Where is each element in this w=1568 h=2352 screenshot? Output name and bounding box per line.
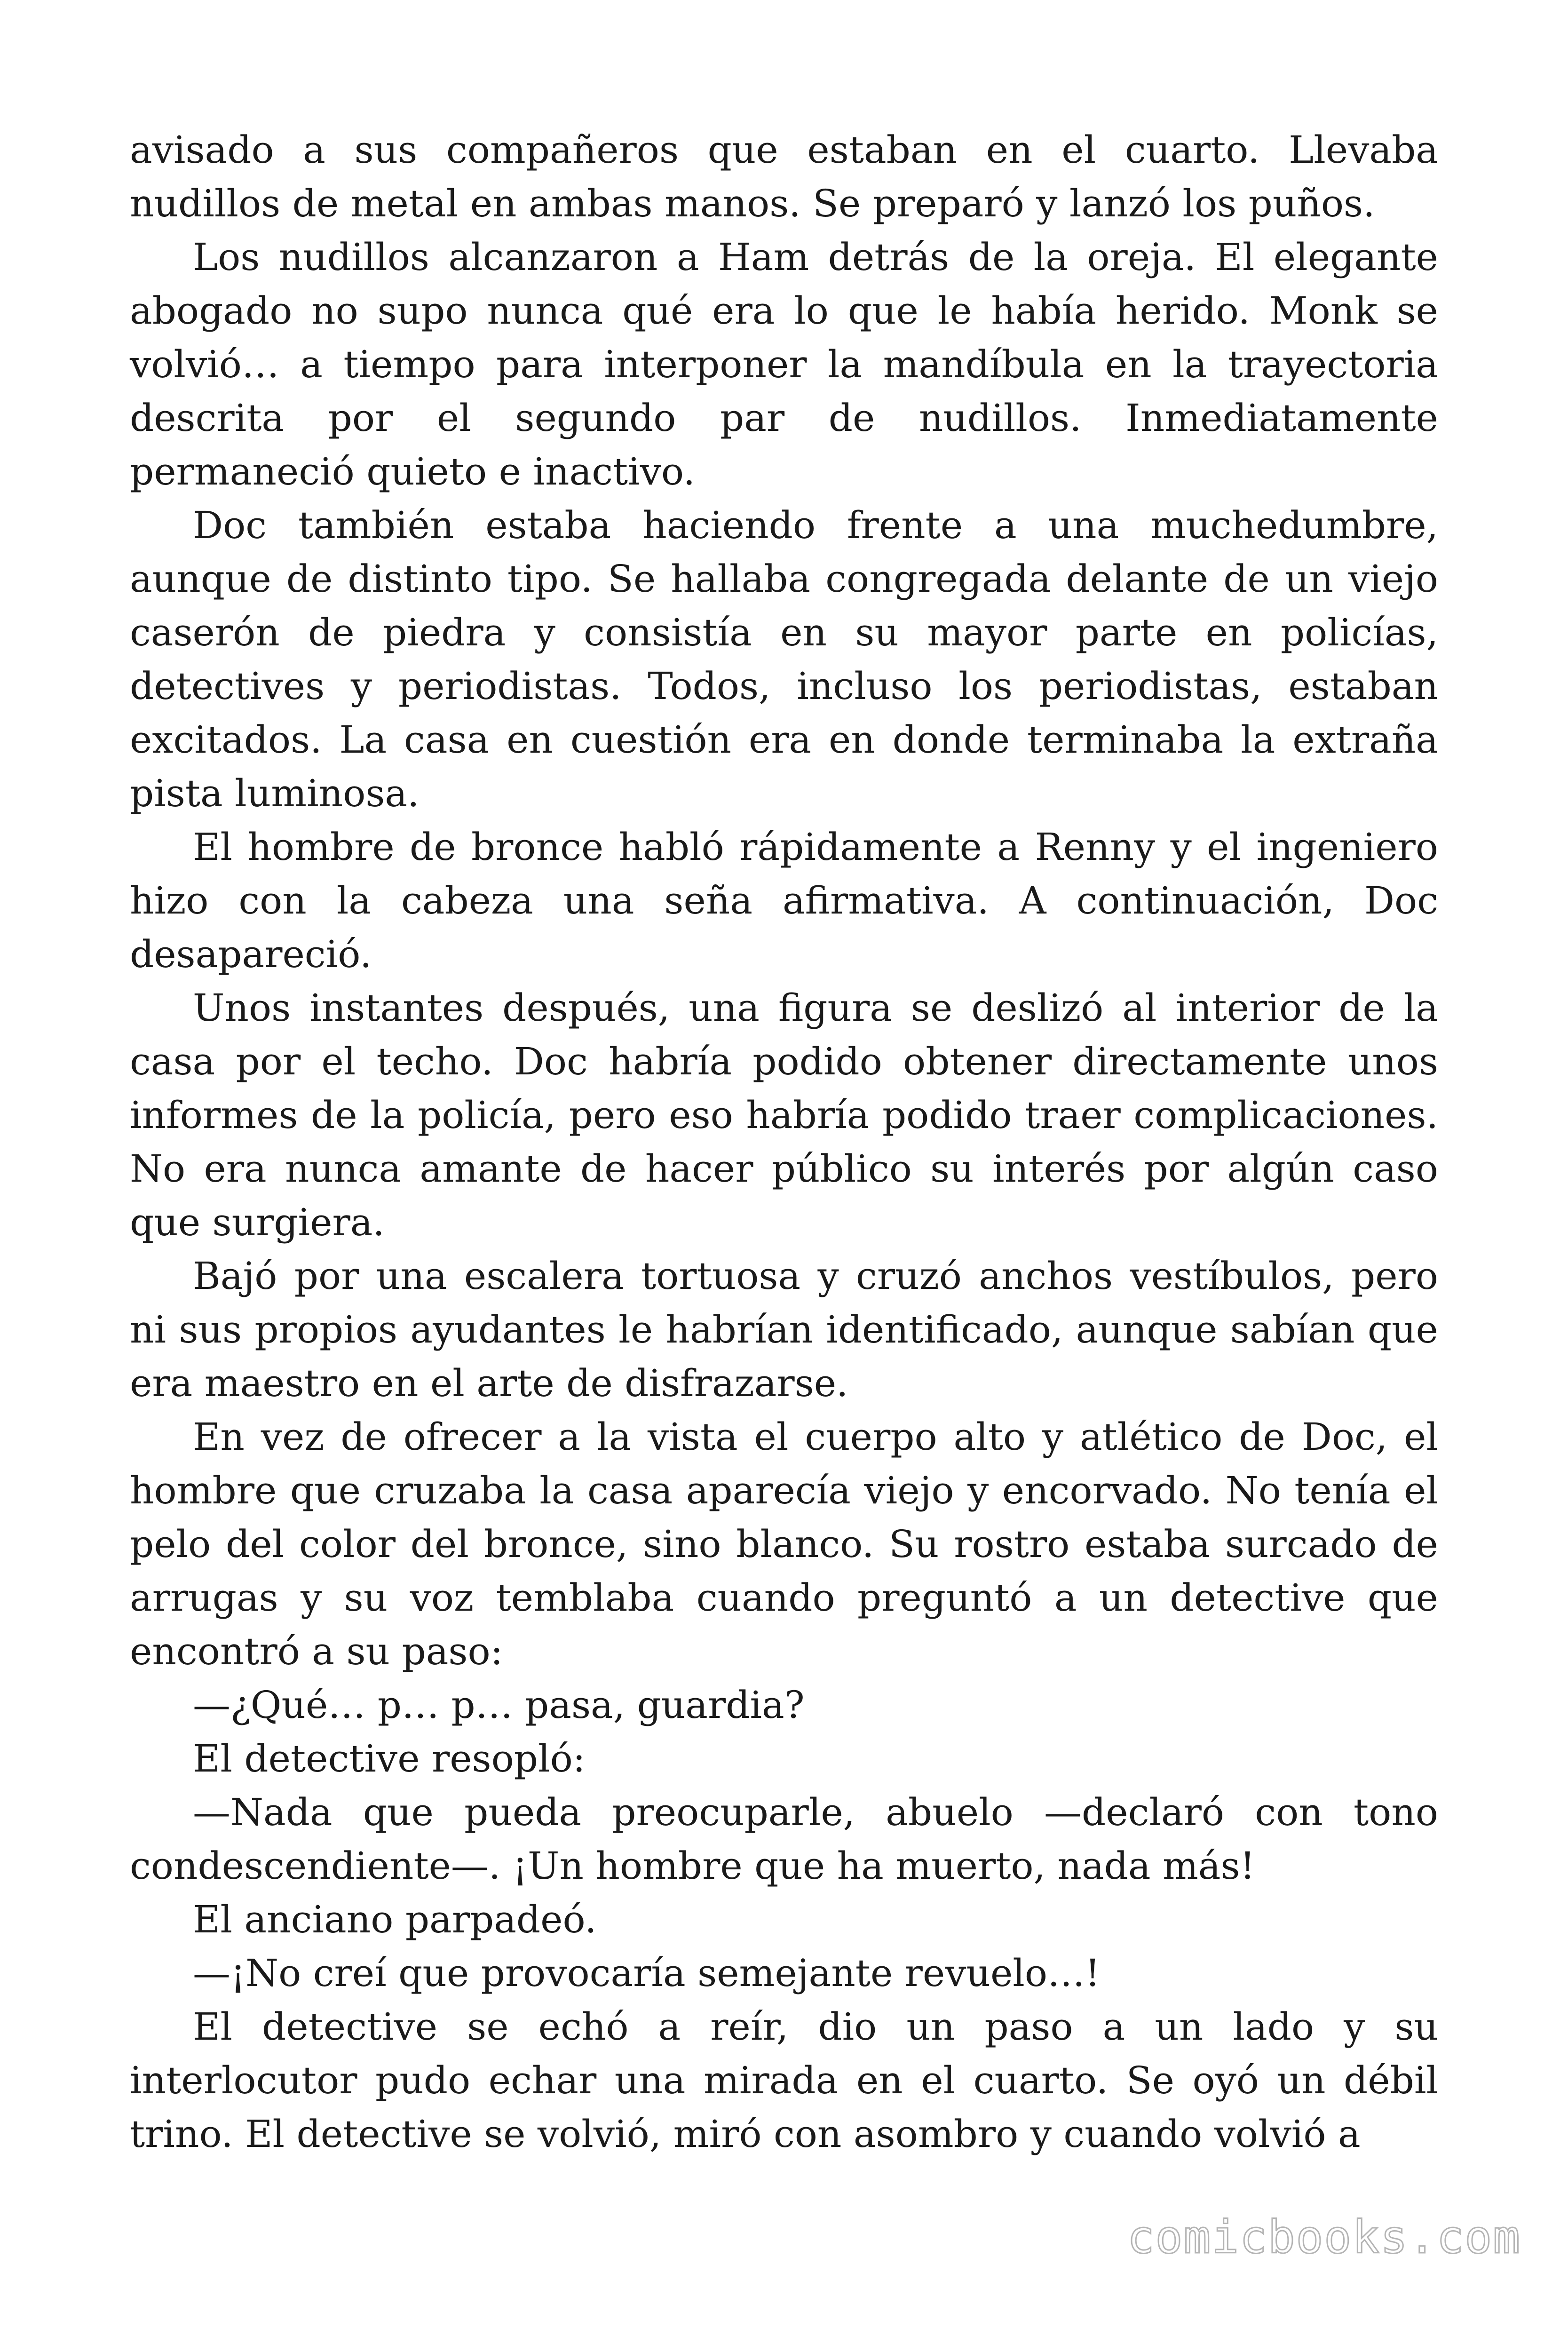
paragraph: El anciano parpadeó. [193,1898,597,1941]
paragraph: El detective resopló: [193,1737,586,1780]
paragraph: —¡No creí que provocaría semejante revuelo…! [193,1951,1101,1995]
body-text [130,123,1438,2161]
paragraph: En vez de ofrecer a la vista el cuerpo alto y atlético de Doc, el hombre que cruzaba la casa aparecía viejo y encorvado. No tenía el pelo del color del bronce, sino blanco. Su rostro estaba surcado de arrugas y su voz temblaba cuando preguntó a un detective que encontró a su paso: [130,1415,1438,1673]
paragraph: —¿Qué… p… p… pasa, guardia? [193,1683,805,1727]
paragraph: Doc también estaba haciendo frente a una muchedumbre, aunque de distinto tipo. Se hallaba congregada delante de un viejo caserón de piedra y consistía en su mayor parte en policías, detectives y periodistas. Todos, incluso los periodistas, estaban excitados. La casa en cuestión era en donde terminaba la extraña pista luminosa. [130,503,1438,815]
paragraph: Unos instantes después, una figura se deslizó al interior de la casa por el techo. Doc habría podido obtener directamente unos informes de la policía, pero eso habría podido traer complicaciones. No era nunca amante de hacer público su interés por algún caso que surgiera. [130,986,1438,1244]
paragraph: El detective se echó a reír, dio un paso a un lado y su interlocutor pudo echar una mirada en el cuarto. Se oyó un débil trino. El detective se volvió, miró con asombro y cuando volvió a [130,2005,1438,2156]
paragraph: Los nudillos alcanzaron a Ham detrás de la oreja. El elegante abogado no supo nunca qué era lo que le había herido. Monk se volvió… a tiempo para interponer la mandíbula en la trayectoria descrita por el segundo par de nudillos. Inmediatamente permaneció quieto e inactivo. [130,235,1438,493]
paragraph: avisado a sus compañeros que estaban en el cuarto. Llevaba nudillos de metal en ambas manos. Se preparó y lanzó los puños. [130,128,1438,225]
paragraph: El hombre de bronce habló rápidamente a Renny y el ingeniero hizo con la cabeza una seña afirmativa. A continuación, Doc desapareció. [130,825,1438,976]
paragraph: Bajó por una escalera tortuosa y cruzó anchos vestíbulos, pero ni sus propios ayudantes le habrían identificado, aunque sabían que era maestro en el arte de disfrazarse. [130,1254,1438,1405]
watermark: comicbooks.com [1127,2211,1521,2264]
paragraph: —Nada que pueda preocuparle, abuelo —declaró con tono condescendiente—. ¡Un hombre que ha muerto, nada más! [130,1790,1438,1888]
